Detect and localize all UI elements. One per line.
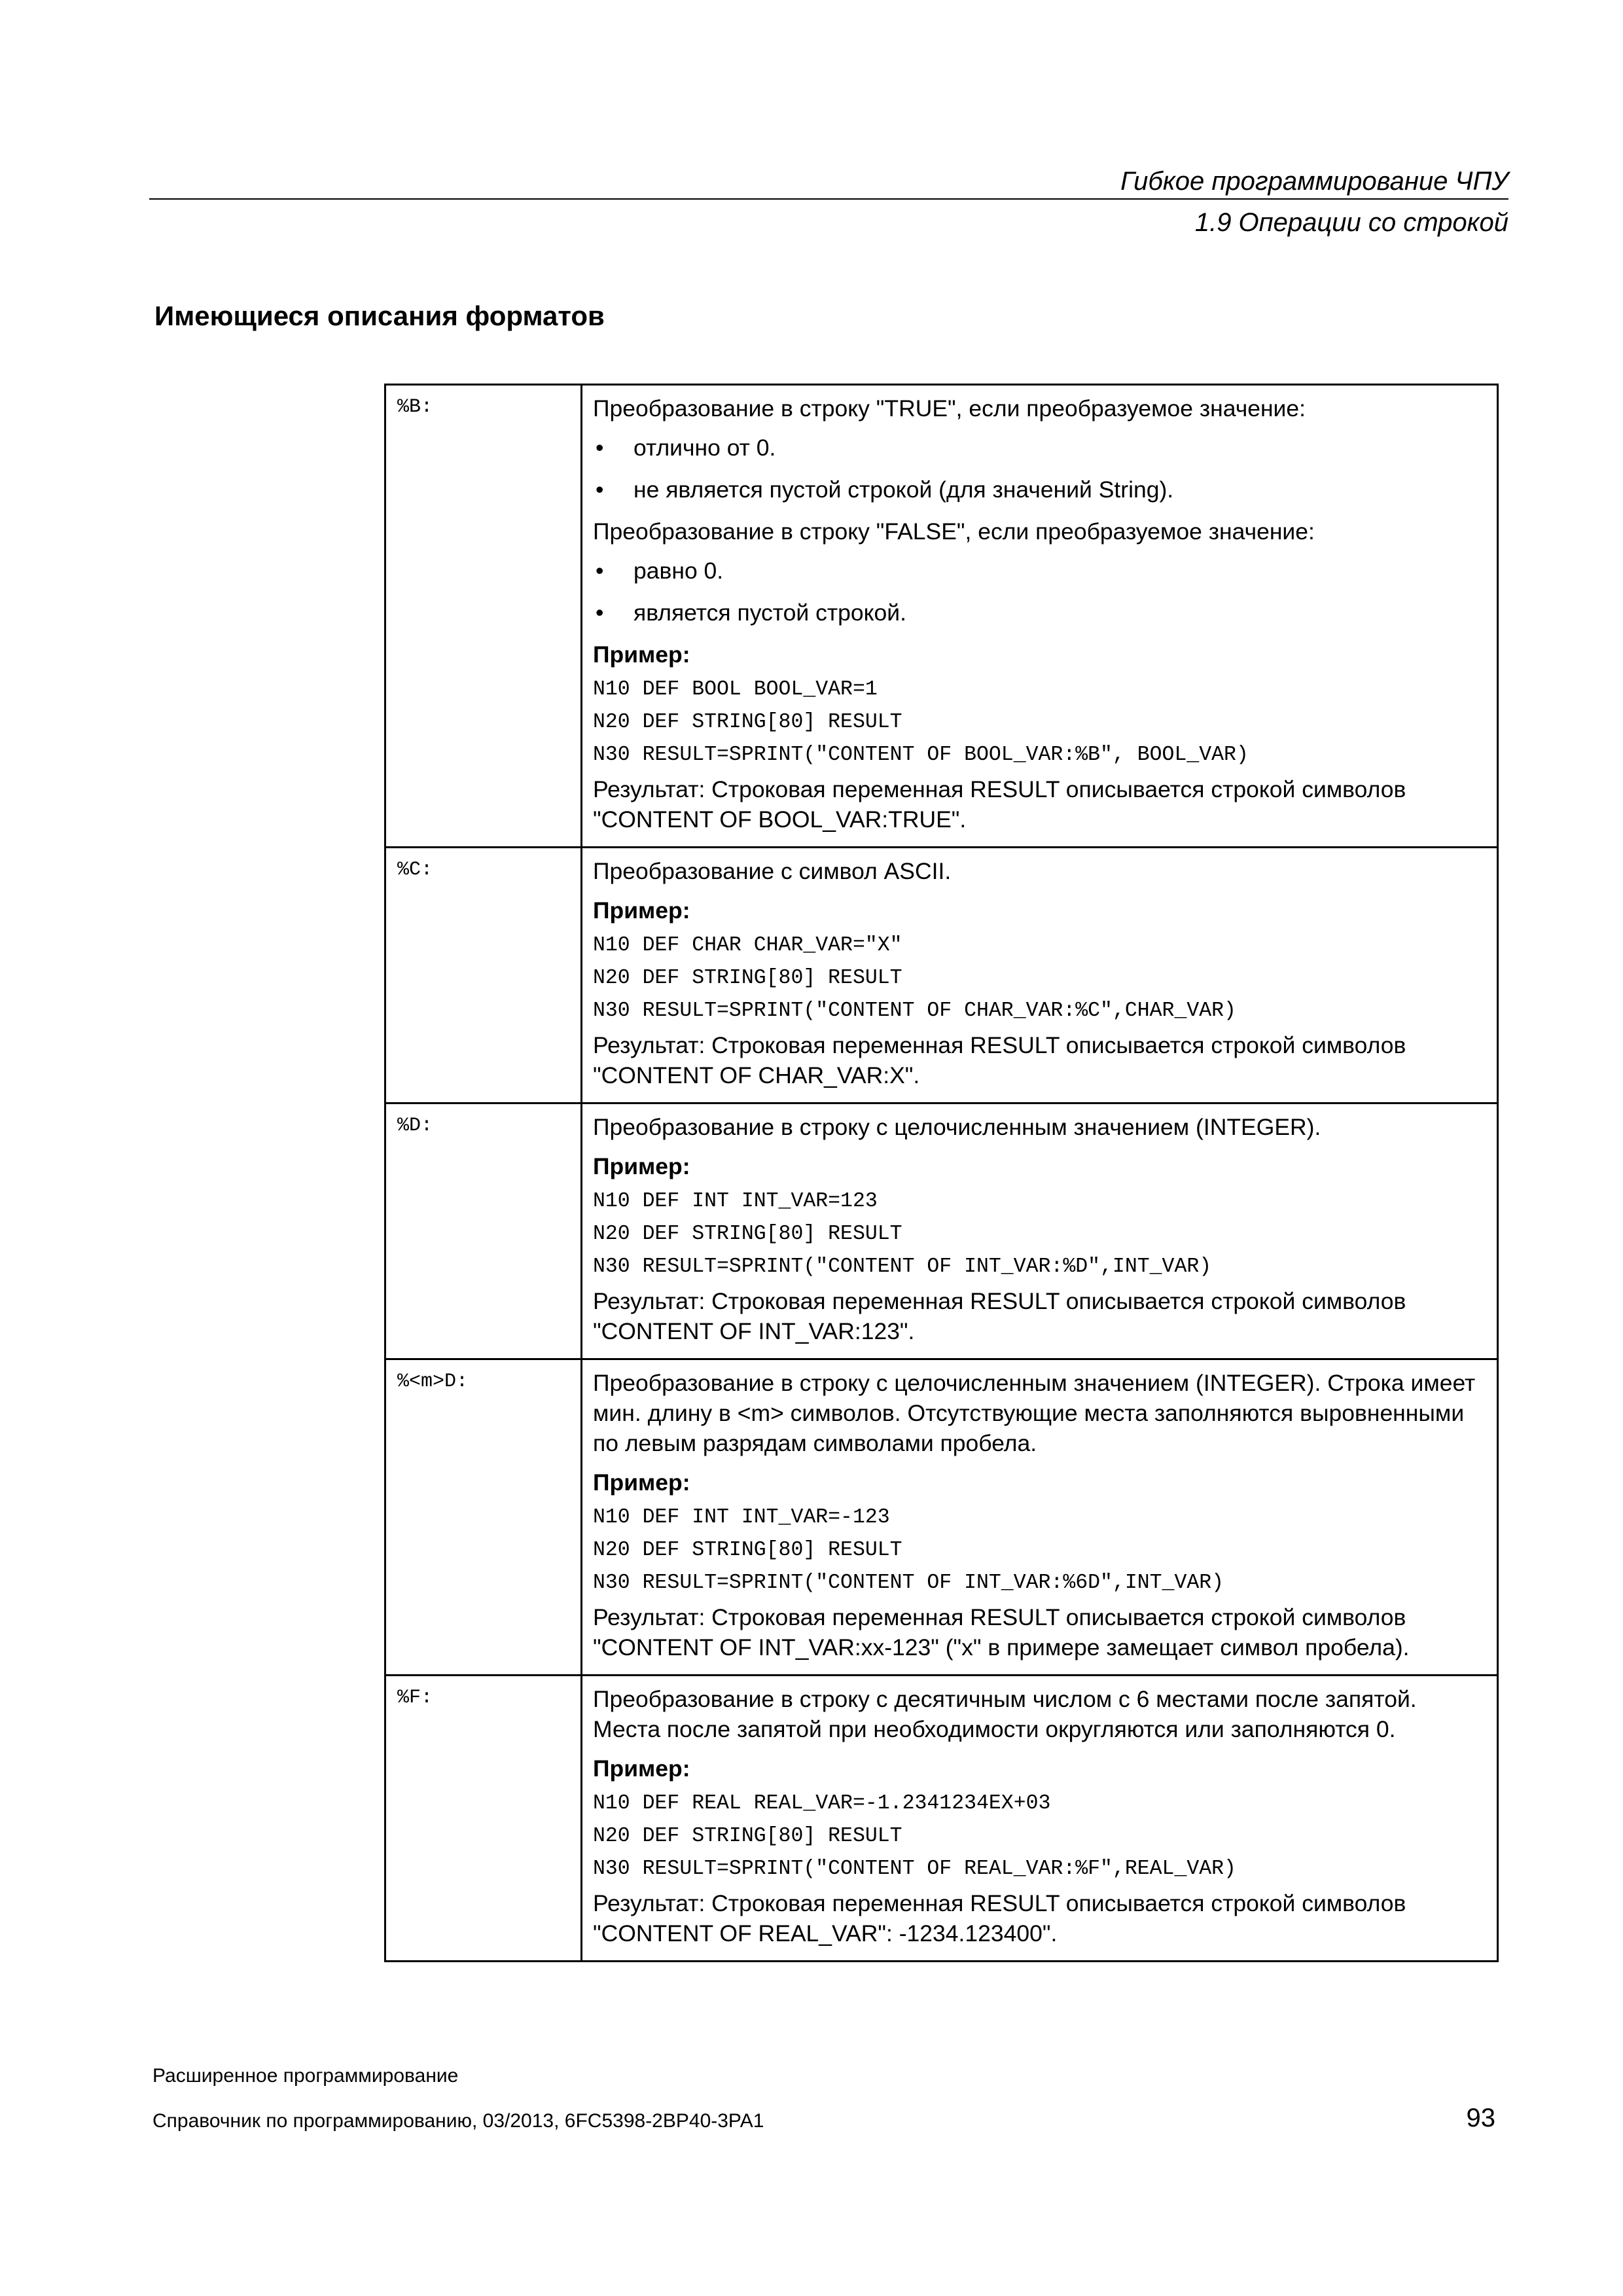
format-code: %F: bbox=[397, 1687, 433, 1709]
code-line: N20 DEF STRING[80] RESULT bbox=[593, 967, 902, 990]
format-description-cell bbox=[582, 1103, 1498, 1359]
section-heading: Имеющиеся описания форматов bbox=[154, 300, 605, 331]
format-code-cell bbox=[385, 848, 582, 1103]
table-row bbox=[385, 385, 1498, 848]
code-line: N20 DEF STRING[80] RESULT bbox=[593, 1539, 902, 1562]
table-row bbox=[385, 1103, 1498, 1359]
code-example bbox=[593, 673, 1485, 772]
result-text: Результат: Строковая переменная RESULT описывается строкой символов "CONTENT OF INT_VAR:123". bbox=[593, 1288, 1406, 1344]
description-text: Преобразование в строку с целочисленным значением (INTEGER). bbox=[593, 1114, 1321, 1140]
description-text: Преобразование в строку "FALSE", если преобразуемое значение: bbox=[593, 518, 1315, 545]
example-label: Пример: bbox=[593, 641, 690, 668]
code-line: N20 DEF STRING[80] RESULT bbox=[593, 1223, 902, 1246]
format-code: %D: bbox=[397, 1115, 433, 1137]
bullet-text: является пустой строкой. bbox=[633, 600, 906, 626]
bullet-dot-icon: • bbox=[596, 476, 604, 503]
format-code: %<m>D: bbox=[397, 1371, 469, 1393]
code-line: N30 RESULT=SPRINT("CONTENT OF INT_VAR:%6D",INT_VAR) bbox=[593, 1571, 1224, 1594]
code-line: N30 RESULT=SPRINT("CONTENT OF CHAR_VAR:%C",CHAR_VAR) bbox=[593, 999, 1236, 1022]
bullet-text: равно 0. bbox=[633, 558, 724, 584]
format-table-body bbox=[385, 385, 1498, 1962]
table-row bbox=[385, 848, 1498, 1103]
format-code-cell bbox=[385, 1359, 582, 1676]
code-line: N10 DEF REAL REAL_VAR=-1.2341234EX+03 bbox=[593, 1792, 1051, 1815]
format-description-cell bbox=[582, 848, 1498, 1103]
code-line: N20 DEF STRING[80] RESULT bbox=[593, 1825, 902, 1848]
code-line: N20 DEF STRING[80] RESULT bbox=[593, 711, 902, 734]
running-header-section: 1.9 Операции со строкой bbox=[1194, 208, 1508, 237]
code-line: N10 DEF INT INT_VAR=123 bbox=[593, 1190, 878, 1213]
table-row bbox=[385, 1359, 1498, 1676]
description-text: Преобразование с символ ASCII. bbox=[593, 858, 952, 884]
result-text: Результат: Строковая переменная RESULT описывается строкой символов "CONTENT OF BOOL_VAR:TRUE". bbox=[593, 776, 1406, 833]
footer-book-title: Расширенное программирование bbox=[152, 2065, 459, 2087]
bullet-dot-icon: • bbox=[596, 600, 604, 626]
footer-reference: Справочник по программированию, 03/2013, 6FC5398-2BP40-3PA1 bbox=[152, 2110, 764, 2132]
example-label: Пример: bbox=[593, 1469, 690, 1496]
code-example bbox=[593, 1787, 1485, 1886]
page-number: 93 bbox=[1466, 2104, 1495, 2132]
bullet-dot-icon: • bbox=[596, 435, 604, 461]
description-text: Преобразование в строку с десятичным числом с 6 местами после запятой. Места после запятой при необходимости округляются или заполняются 0. bbox=[593, 1686, 1417, 1742]
code-example bbox=[593, 1185, 1485, 1283]
running-header-title: Гибкое программирование ЧПУ bbox=[1120, 167, 1508, 196]
bullet-item bbox=[593, 475, 1485, 505]
description-text: Преобразование в строку "TRUE", если преобразуемое значение: bbox=[593, 395, 1306, 422]
result-text: Результат: Строковая переменная RESULT описывается строкой символов "CONTENT OF INT_VAR:xx-123" ("x" в примере замещает символ пробела). bbox=[593, 1604, 1410, 1660]
format-code-cell bbox=[385, 385, 582, 848]
code-line: N10 DEF BOOL BOOL_VAR=1 bbox=[593, 678, 878, 701]
result-text: Результат: Строковая переменная RESULT описывается строкой символов "CONTENT OF CHAR_VAR:X". bbox=[593, 1032, 1406, 1088]
header-rule bbox=[149, 198, 1508, 200]
bullet-item bbox=[593, 598, 1485, 628]
code-line: N10 DEF CHAR CHAR_VAR="X" bbox=[593, 934, 902, 957]
bullet-item bbox=[593, 433, 1485, 463]
bullet-text: отлично от 0. bbox=[633, 435, 776, 461]
result-text: Результат: Строковая переменная RESULT описывается строкой символов "CONTENT OF REAL_VAR": -1234.123400". bbox=[593, 1890, 1406, 1946]
code-example bbox=[593, 929, 1485, 1028]
code-example bbox=[593, 1501, 1485, 1600]
format-code-cell bbox=[385, 1676, 582, 1962]
format-code-cell bbox=[385, 1103, 582, 1359]
format-description-cell bbox=[582, 385, 1498, 848]
example-label: Пример: bbox=[593, 897, 690, 924]
format-description-cell bbox=[582, 1359, 1498, 1676]
format-code: %B: bbox=[397, 396, 433, 418]
format-code: %C: bbox=[397, 859, 433, 881]
code-line: N30 RESULT=SPRINT("CONTENT OF BOOL_VAR:%B", BOOL_VAR) bbox=[593, 744, 1249, 766]
example-label: Пример: bbox=[593, 1755, 690, 1782]
code-line: N30 RESULT=SPRINT("CONTENT OF INT_VAR:%D",INT_VAR) bbox=[593, 1255, 1212, 1278]
bullet-item bbox=[593, 556, 1485, 586]
example-label: Пример: bbox=[593, 1153, 690, 1179]
bullet-dot-icon: • bbox=[596, 558, 604, 584]
format-description-cell bbox=[582, 1676, 1498, 1962]
code-line: N10 DEF INT INT_VAR=-123 bbox=[593, 1506, 890, 1529]
bullet-text: не является пустой строкой (для значений String). bbox=[633, 476, 1174, 503]
code-line: N30 RESULT=SPRINT("CONTENT OF REAL_VAR:%F",REAL_VAR) bbox=[593, 1857, 1236, 1880]
description-text: Преобразование в строку с целочисленным значением (INTEGER). Строка имеет мин. длину в <m> символов. Отсутствующие места заполняются выровненными по левым разрядам символами пробела. bbox=[593, 1370, 1476, 1456]
table-row bbox=[385, 1676, 1498, 1962]
format-descriptions-table bbox=[384, 384, 1499, 1962]
